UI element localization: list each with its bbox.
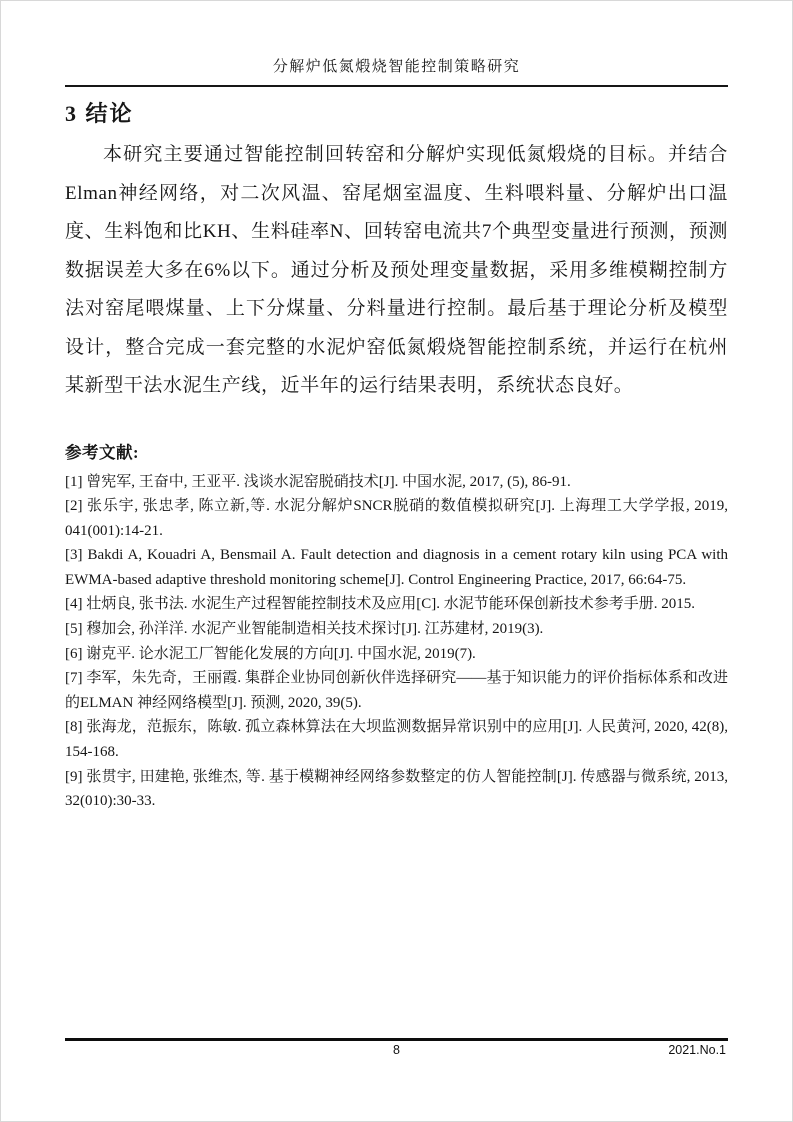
reference-item: [6] 谢克平. 论水泥工厂智能化发展的方向[J]. 中国水泥, 2019(7).	[65, 645, 476, 662]
page-number: 8	[393, 1043, 400, 1057]
reference-item: [2] 张乐宇, 张忠孝, 陈立新,等. 水泥分解炉SNCR脱硝的数值模拟研究[J]. 上海理工大学学报, 2019, 041(001):14-21.	[65, 498, 728, 539]
conclusion-paragraph: 本研究主要通过智能控制回转窑和分解炉实现低氮煅烧的目标。并结合Elman神经网络，对二次风温、窑尾烟室温度、生料喂料量、分解炉出口温度、生料饱和比KH、生料硅率N、回转窑电流共7个典型变量进行预测，预测数据误差大多在6%以下。通过分析及预处理变量数据，采用多维模糊控制方法对窑尾喂煤量、上下分煤量、分料量进行控制。最后基于理论分析及模型设计，整合完成一套完整的水泥炉窑低氮煅烧智能控制系统，并运行在杭州某新型干法水泥生产线，近半年的运行结果表明，系统状态良好。	[65, 144, 728, 396]
page-header	[65, 55, 728, 87]
reference-item: [4] 壮炳良, 张书法. 水泥生产过程智能控制技术及应用[C]. 水泥节能环保创新技术参考手册. 2015.	[65, 596, 695, 613]
reference-item: [1] 曾宪军, 王奋中, 王亚平. 浅谈水泥窑脱硝技术[J]. 中国水泥, 2017, (5), 86-91.	[65, 473, 571, 490]
reference-item: [9] 张贯宇, 田建艳, 张维杰, 等. 基于模糊神经网络参数整定的仿人智能控制[J]. 传感器与微系统, 2013, 32(010):30-33.	[65, 768, 728, 810]
reference-item: [8] 张海龙，范振东，陈敏. 孤立森林算法在大坝监测数据异常识别中的应用[J]. 人民黄河, 2020, 42(8), 154-168.	[65, 719, 728, 761]
page-content	[65, 55, 728, 814]
issue-label: 2021.No.1	[668, 1043, 726, 1057]
reference-item: [3] Bakdi A, Kouadri A, Bensmail A. Fault detection and diagnosis in a cement rotary kiln using PCA with EWMA-based adaptive threshold monitoring scheme[J]. Control Engineering Practice, 2017, 66:64-75.	[65, 547, 728, 588]
footer-row	[65, 1041, 728, 1063]
page-footer	[65, 1038, 728, 1063]
reference-item: [5] 穆加会, 孙洋洋. 水泥产业智能制造相关技术探讨[J]. 江苏建材, 2019(3).	[65, 621, 544, 638]
section-heading: 3 结论	[65, 101, 134, 126]
references-heading: 参考文献:	[65, 442, 139, 462]
references-list	[65, 470, 728, 814]
reference-item: [7] 李军，朱先奇，王丽霞. 集群企业协同创新伙伴选择研究——基于知识能力的评价指标体系和改进的ELMAN 神经网络模型[J]. 预测, 2020, 39(5).	[65, 670, 728, 711]
running-head-title: 分解炉低氮煅烧智能控制策略研究	[272, 59, 521, 75]
